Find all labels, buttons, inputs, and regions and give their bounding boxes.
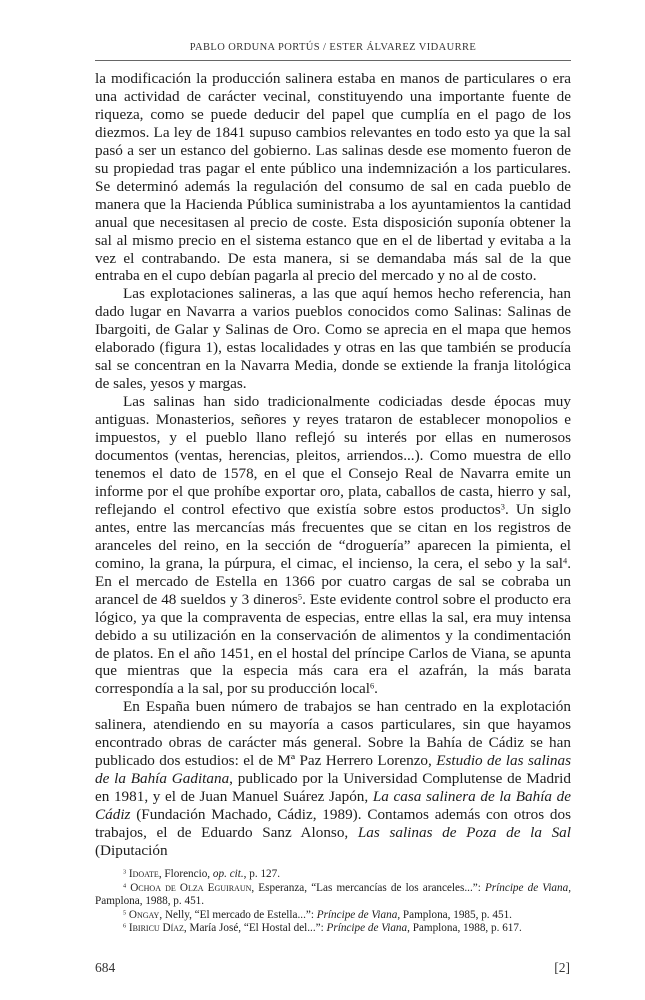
footnote-number: 5 (123, 910, 127, 917)
footnote-text: , Pamplona, 1985, p. 451. (397, 908, 512, 921)
book-title: Las salinas de Poza de la Sal (357, 824, 571, 842)
book-title: Estudio de las salinas de la Bahía Gaditana (95, 752, 571, 788)
paragraph-3-text: . (374, 680, 378, 698)
footnote-text: , Pamplona, 1988, p. 451. (95, 881, 571, 908)
paragraph-4-text: (Fundación Machado, Cádiz, 1989). Contamos además con otros dos trabajos, el de Eduardo Sanz Alonso, (95, 806, 571, 842)
footnote-italic: op. cit. (212, 868, 244, 880)
footnote-text: , María José, “El Hostal del...”: (183, 922, 327, 935)
footnote-3 (95, 868, 571, 882)
footnote-text: , Florencio, (158, 868, 213, 880)
paragraph-4-text: , publicado por la Universidad Complutense de Madrid en 1981, y el de Juan Manuel Suárez Japón, (95, 770, 571, 806)
footnote-number: 4 (123, 883, 127, 890)
footnote-text: , p. 127. (243, 868, 281, 880)
footnote-italic: Príncipe de Viana (326, 922, 408, 935)
running-head-authors: PABLO ORDUNA PORTÚS / ESTER ÁLVAREZ VIDAURRE (189, 42, 477, 53)
book-title: La casa salinera de la Bahía de Cádiz (95, 788, 571, 824)
footnote-number: 3 (123, 869, 127, 876)
footnote-ref-5[interactable]: 5 (297, 592, 303, 602)
paragraph-3-text: Las salinas han sido tradicionalmente codiciadas desde épocas muy antiguas. Monasterios, señores y reyes trataron de establecer monopolios e impuestos, y el pueblo llano reflejó su interés por ellas en numerosos documentos (ventas, herencias, pleitos, arriendos...). Como muestra de ello tenemos el dato de 1578, en el que el Consejo Real de Navarra emite un informe por el que prohíbe exportar oro, plata, caballos de casta, hierro y sal, reflejando el control efectivo que existía sobre estos productos (95, 393, 571, 518)
paragraph-3 (95, 393, 571, 698)
running-head (95, 42, 571, 53)
footnote-italic: Príncipe de Viana (316, 908, 398, 921)
footnotes (95, 868, 571, 936)
paragraph-2-text: Las explotaciones salineras, a las que aquí hemos hecho referencia, han dado lugar en Navarra a varios pueblos conocidos como Salinas: Salinas de Ibargoiti, de Galar y Salinas de Oro. Como se aprecia en el mapa que hemos elaborado (figura 1), estas localidades y otras en las que también se producía sal se concentran en la Navarra Media, donde se extiende la franja litológica de sales, yesos y margas. (95, 285, 571, 393)
footnote-4 (95, 882, 571, 909)
footnote-author: Ongay (128, 908, 160, 921)
body-text (95, 70, 571, 860)
footnote-5 (95, 909, 571, 923)
bracket-page-number: [2] (554, 960, 570, 975)
footnote-ref-3[interactable]: 3 (500, 502, 505, 512)
paragraph-1-text: la modificación la producción salinera estaba en manos de particulares o era una actividad de carácter vecinal, constituyendo una importante fuente de riqueza, como se puede deducir del papel que cumplía en el pago de los diezmos. La ley de 1841 supuso cambios relevantes en todo esto ya que la sal pasó a ser un estanco del gobierno. Las salinas desde ese momento fueron de su propiedad tras pagar el ente público una indemnización a los particulares. Se determinó además la regulación del consumo de sal en cada pueblo de manera que la Hacienda Pública suministraba a los ayuntamientos la cantidad anual que necesitasen al precio de coste. Esta disposición suponía obtener la sal al mismo precio en el sistema estanco que en el de libertad y evitaba a la vez el contrabando. De esta manera, si se demandaba más sal de la que entraba en el cupo debían pagarla al precio del mercado y no al de costo. (95, 70, 571, 285)
paragraph-4-text: (Diputación (95, 841, 168, 859)
footnote-italic: Príncipe de Viana (484, 881, 569, 894)
paragraph-4 (95, 698, 571, 860)
footnote-ref-6[interactable]: 6 (369, 681, 375, 691)
paragraph-3-text: . Un siglo antes, entre las mercancías más frecuentes que se citan en los registros de aranceles del reino, en la sección de “droguería” aparecen la pimienta, el comino, la grana, la púrpura, el cimac, el incienso, la cera, el sebo y la sal (95, 500, 571, 572)
page-number: 684 (95, 960, 116, 975)
paragraph-4-text: En España buen número de trabajos se han centrado en la explotación salinera, atendiendo en su mayoría a casos particulares, sin que hayamos encontrado obras de carácter más general. Sobre la Bahía de Cádiz se han publicado dos estudios: el de Mª Paz Herrero Lorenzo, (95, 698, 571, 770)
paragraph-3-text: . En el mercado de Estella en 1366 por cuatro cargas de sal se cobraba un arancel de 48 sueldos y 3 dineros (95, 554, 571, 608)
paragraph-3-text: . Este evidente control sobre el producto era lógico, ya que la compraventa de especias, entre ellas la sal, era muy intensa debido a su utilización en la conservación de alimentos y la condimentación de platos. En el año 1451, en el hostal del príncipe Carlos de Viana, se apunta que mientras que la especia más cara era el azafrán, la más barata correspondía a la sal, por su producción local (95, 590, 571, 698)
footnote-ref-4[interactable]: 4 (563, 556, 568, 566)
footnote-author: Ochoa de Olza Eguiraun (130, 881, 252, 894)
paragraph-1 (95, 70, 571, 285)
footnote-6 (95, 922, 571, 936)
footnote-author: Idoate (128, 868, 159, 880)
footnote-text: , Esperanza, “Las mercancías de los aranceles...”: (251, 881, 485, 894)
paragraph-2 (95, 285, 571, 393)
footnote-number: 6 (123, 924, 127, 930)
footnote-text: , Nelly, “El mercado de Estella...”: (159, 908, 317, 921)
header-rule (95, 60, 571, 61)
footnote-author: Ibiricu Díaz (128, 922, 184, 935)
footnote-text: , Pamplona, 1988, p. 617. (407, 922, 522, 935)
